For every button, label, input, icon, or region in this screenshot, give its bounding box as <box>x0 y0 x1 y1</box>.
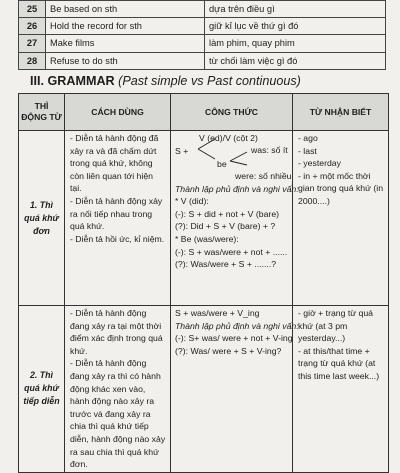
formula-line: (?): Was/were + S + .......? <box>175 259 277 270</box>
formula-line: * Be (was/were): <box>175 233 239 244</box>
row-number: 28 <box>19 52 46 69</box>
tense-name-line: 2. Thì <box>30 370 53 381</box>
signal-item: - giờ + trạng từ quá khứ (at 3 pm yesterday...) <box>298 308 374 344</box>
header-signals: TỪ NHẬN BIẾT <box>293 94 389 131</box>
formula-line: (-): S + did + not + V (bare) <box>175 208 280 219</box>
table-row <box>19 306 389 473</box>
formula-line: S + was/were + V_ing <box>175 308 260 318</box>
tense-name <box>19 131 65 306</box>
header-usage: CÁCH DÙNG <box>65 94 171 131</box>
section-subtitle: (Past simple vs Past continuous) <box>118 74 301 88</box>
header-formula: CÔNG THỨC <box>171 94 293 131</box>
row-number: 25 <box>19 1 46 18</box>
vietnamese-meaning: dựa trên điều gì <box>205 1 386 18</box>
signal-item: - in + một mốc thời gian trong quá khứ (in 2000....) <box>298 170 384 206</box>
section-heading <box>30 74 301 88</box>
usage-cell <box>65 306 171 473</box>
usage-cell <box>65 131 171 306</box>
vietnamese-meaning: từ chối làm việc gì đó <box>205 52 386 69</box>
formula-cell <box>171 131 299 306</box>
formula-note: Thành lập phủ định và nghi vấn: <box>175 183 299 194</box>
vietnamese-meaning: giữ kỉ lục về thứ gì đó <box>205 18 386 35</box>
vietnamese-meaning: làm phim, quay phim <box>205 35 386 52</box>
usage-item: - Diễn tả hành động đang xảy ra thì có hành động khác xen vào, hành động nào xảy ra trước và đang xảy ra chia thì quá khứ tiếp diễn, hành động nào xảy ra sau chia thì quá khứ đơn. <box>70 358 166 470</box>
usage-item: - Diễn tả hành động đã xảy ra và đã chấm dứt trong quá khứ, không còn liên quan tới hiện tại. <box>70 133 159 194</box>
formula-line: (?): Did + S + V (bare) + ? <box>175 221 276 232</box>
header-tense-line1: THÌ <box>34 101 49 111</box>
formula-subject: S + <box>175 146 189 156</box>
formula-was: was: số ít <box>251 145 288 155</box>
english-phrase: Make films <box>46 35 205 52</box>
formula-cell <box>171 306 299 473</box>
formula-note: Thành lập phủ định và nghi vấn: <box>175 320 299 331</box>
grammar-table <box>18 93 389 473</box>
table-row <box>19 131 389 306</box>
table-row <box>19 35 386 52</box>
vocabulary-table <box>18 0 386 70</box>
branch-lines-icon <box>229 150 249 166</box>
table-row <box>19 1 386 18</box>
tense-name-line: quá khứ <box>24 212 59 223</box>
tense-name <box>19 306 65 473</box>
formula-were: were: số nhiều <box>235 171 292 181</box>
signals-cell <box>293 306 389 473</box>
header-tense <box>19 94 65 131</box>
table-row <box>19 18 386 35</box>
formula-line: (-): S + was/were + not + ...... <box>175 246 288 257</box>
section-title: III. GRAMMAR <box>30 74 115 88</box>
row-number: 26 <box>19 18 46 35</box>
tense-name-line: 1. Thì <box>30 199 53 210</box>
tense-name-line: đơn <box>33 225 50 236</box>
usage-item: - Diễn tả hành động đang xảy ra tại một thời điểm xác định trong quá khứ. <box>70 308 163 356</box>
signal-item: - ago <box>298 133 318 143</box>
english-phrase: Hold the record for sth <box>46 18 205 35</box>
row-number: 27 <box>19 35 46 52</box>
header-tense-line2: ĐỘNG TỪ <box>21 112 62 122</box>
signal-item: - at this/that time + trạng từ quá khứ (at this time last week...) <box>298 345 380 381</box>
formula-v2: V (ed)/V (cột 2) <box>199 133 258 143</box>
tense-name-line: quá khứ <box>24 383 59 394</box>
table-row <box>19 52 386 69</box>
tense-name-line: tiếp diễn <box>23 396 60 407</box>
signal-item: - last <box>298 145 317 156</box>
signal-item: - yesterday <box>298 158 341 169</box>
formula-be: be <box>217 159 227 169</box>
usage-item: - Diễn tả hồi ức, kỉ niệm. <box>70 233 165 244</box>
usage-item: - Diễn tả hành động xảy ra nối tiếp nhau trong quá khứ. <box>70 195 163 232</box>
english-phrase: Refuse to do sth <box>46 52 205 69</box>
branch-lines-icon <box>197 136 217 162</box>
formula-line: (-): S+ was/ were + not + V-ing <box>175 333 293 344</box>
signals-cell <box>293 131 389 306</box>
english-phrase: Be based on sth <box>46 1 205 18</box>
be-formula-diagram <box>175 132 288 172</box>
formula-line: (?): Was/ were + S + V-ing? <box>175 345 282 356</box>
header-row <box>19 94 389 131</box>
formula-line: * V (did): <box>175 196 209 207</box>
